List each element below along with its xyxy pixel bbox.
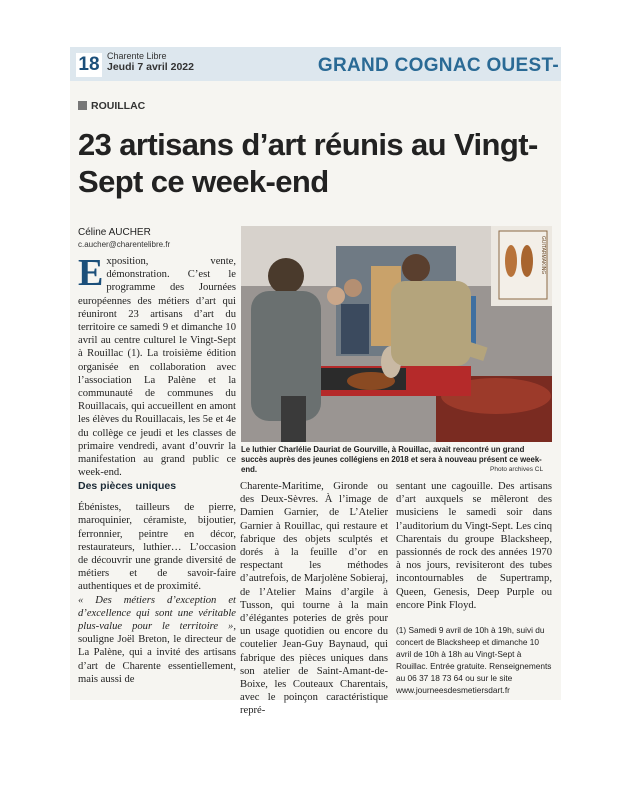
- subhead: Des pièces uniques: [78, 480, 177, 492]
- location-text: ROUILLAC: [91, 100, 146, 112]
- page-number: 18: [76, 53, 102, 77]
- photo-credit: Photo archives CL: [490, 466, 544, 473]
- headline: 23 artisans d’art réunis au Vingt-Sept ce week-end: [78, 127, 538, 199]
- author-email: c.aucher@charentelibre.fr: [78, 240, 171, 249]
- location-label: [78, 100, 145, 112]
- publication-date: Jeudi 7 avril 2022: [107, 61, 194, 73]
- intro-text: xposition, vente, démonstration. C’est le programme des Journées européennes des métiers d’art qui réuniront 23 artisans d’art du territoire ce samedi 9 et dimanche 10 avril au centre culturel le Vingt-Sept à Rouillac (1). La troisième édition organisée en collaboration avec l’association La Palène et la communauté de communes du Rouillacais, qui accueillent en amont les élèves du Rouillacais, les 5e et 4e du collège ce jeudi et les classes de primaire vendredi, avant d’ouvrir la manifestation au grand public ce week-end.: [78, 256, 236, 479]
- column-1-paragraph-2: [78, 594, 236, 686]
- column-1-paragraph-1: Ébénistes, tailleurs de pierre, maroquinier, céramiste, bijoutier, ferronnier, peintre en décor, restaurateurs, luthier… L’occasion de découvrir une grande diversité de métiers et de savoir-faire authentiques et de proximité.: [78, 502, 236, 593]
- quote: « Des métiers d’exception et d’excellence qui sont une véritable plus-value pour le territoire »,: [78, 594, 236, 633]
- photo-caption: Le luthier Charlélie Dauriat de Gourville, à Rouillac, avait rencontré un grand succès auprès des jeunes collégiens en 2018 et sera à nouveau présent ce week-end.: [241, 445, 542, 474]
- column-3: [396, 480, 552, 696]
- column-2: [240, 480, 388, 718]
- author-name: Céline AUCHER: [78, 227, 151, 238]
- column-3-text: sentant une cagouille. Des artisans d’art auxquels se mêleront des musiciens le samedi soir dans l’auditorium du Vingt-Sept. Les cinq Charentais du groupe Blacksheep, passionnés de rock des années 1970 à nos jours, revisiteront des tubes incontournables de Supertramp, Queen, Genesis, Deep Purple ou encore Pink Floyd.: [396, 481, 552, 611]
- newspaper-clipping: [70, 47, 561, 717]
- intro-column: [78, 252, 236, 479]
- publication-info: [107, 51, 194, 73]
- publication-name: Charente Libre: [107, 51, 167, 61]
- square-bullet-icon: [78, 101, 87, 110]
- section-title: GRAND COGNAC OUEST-: [317, 55, 559, 76]
- drop-cap: E: [78, 252, 104, 294]
- info-box: (1) Samedi 9 avril de 10h à 19h, suivi du concert de Blacksheep et dimanche 10 avril de 10h à 18h au Vingt-Sept à Rouillac. Entrée gratuite. Renseignements au 06 37 18 73 64 ou sur le site www.journeesdesmetiersdart.fr: [396, 625, 552, 696]
- luthier-workshop-image: [241, 226, 552, 442]
- column-1-paragraph-2-text: souligne Joël Breton, le directeur de La Palène, qui a invité des artisans d’art de Charente essentiellement, mais aussi de: [78, 634, 236, 685]
- column-2-text: Charente-Maritime, Gironde ou des Deux-Sèvres. À l’image de Damien Garnier, de L’Atelier Garnier à Rouillac, qui restaure et fabrique des objets sculptés et dorés à la feuille d’or en respectant les méthodes d’autrefois, de Marjolène Sobieraj, de l’Atelier Mains d’argile à Tusson, qui tourne à la main d’élégantes poteries de grès pour un usage quotidien ou encore du coutelier Jean-Guy Baynaud, qui fabrique des pièces uniques dans son atelier de Saint-Amant-de-Boixe, les Couteaux Charentais, avec le poinçon caractéristique repré-: [240, 481, 388, 717]
- poster-text: GUITARMAKING: [540, 236, 546, 275]
- article-photo: [241, 226, 552, 442]
- column-1: [78, 480, 236, 686]
- page-header-band: [70, 47, 561, 81]
